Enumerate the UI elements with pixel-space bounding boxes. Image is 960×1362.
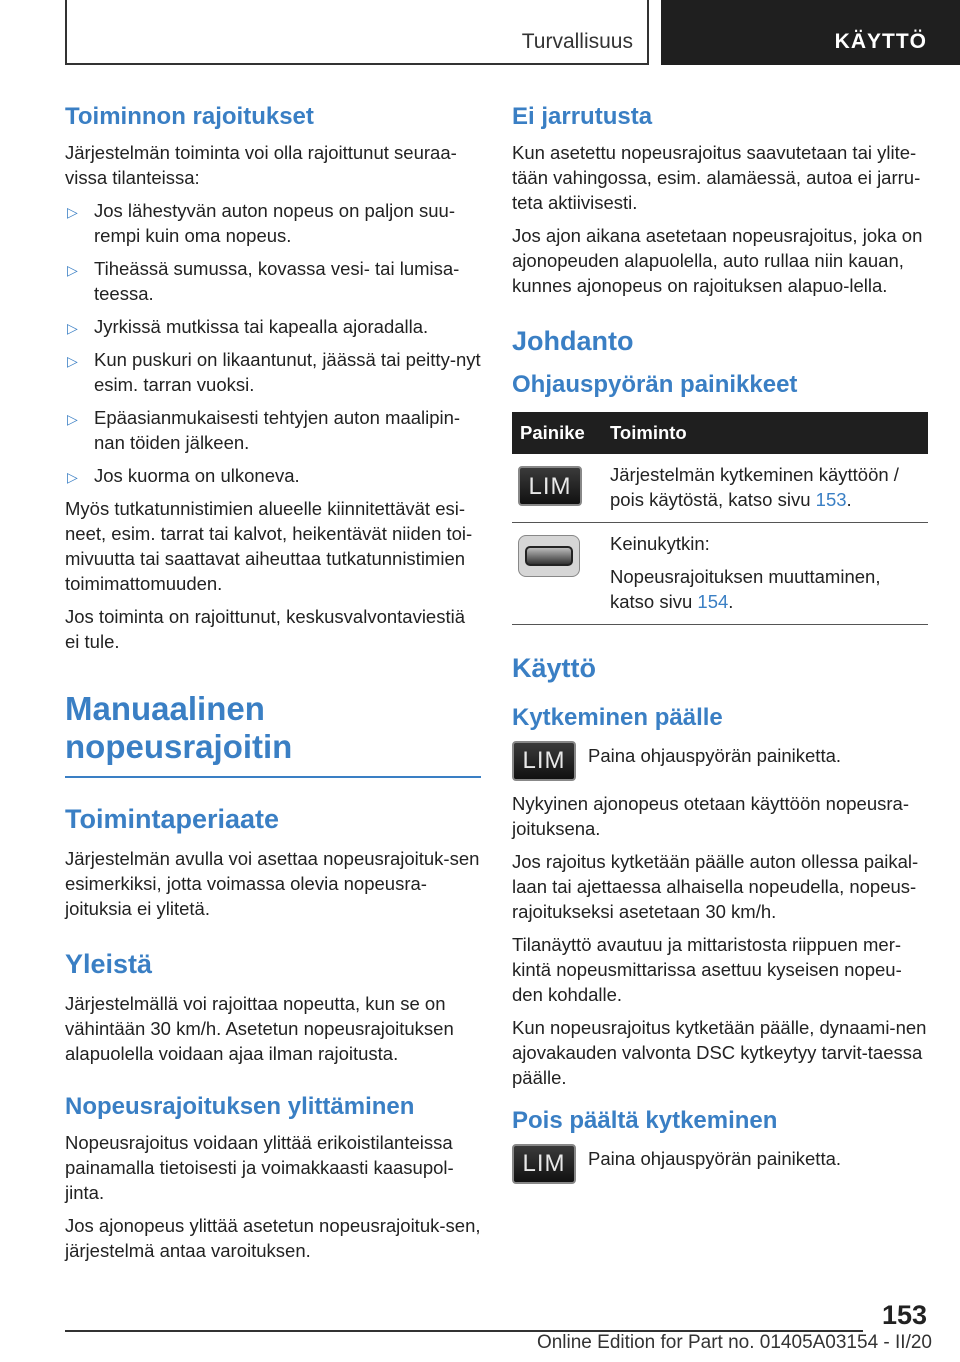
manual-limiter-heading-line-1: Manuaalinen <box>65 690 265 727</box>
lim-button-icon: LIM <box>512 741 576 781</box>
general-heading: Yleistä <box>65 949 153 979</box>
no-braking-text-2: Jos ajon aikana asetetaan nopeusrajoitus, joka on ajonopeuden alapuolella, auto rullaa niin kauan, kunnes ajonopeus on rajoituksen alapuo-lella. <box>512 225 923 296</box>
switch-on-text-3: Tilanäyttö avautuu ja mittaristosta riippuen mer-kintä nopeusmittarissa asettuu kyseisen nopeu-den kohdalle. <box>512 934 902 1005</box>
steering-buttons-heading: Ohjauspyörän painikkeet <box>512 371 798 398</box>
page-number: 153 <box>881 1300 927 1330</box>
switch-on-text-1: Nykyinen ajonopeus otetaan käyttöön nopeusra-joituksena. <box>512 793 909 839</box>
right-column <box>512 100 928 1194</box>
lim-button-icon: LIM <box>512 1144 576 1184</box>
lim-button-icon: LIM <box>518 466 582 506</box>
switch-off-heading: Pois päältä kytkeminen <box>512 1107 778 1134</box>
manual-limiter-heading-line-2: nopeusrajoitin <box>65 728 293 765</box>
page-link-153[interactable]: 153 <box>815 489 847 510</box>
switch-off-instruction: Paina ohjauspyörän painiketta. <box>588 1148 842 1169</box>
header-section-box <box>65 0 649 65</box>
triangle-bullet-icon: ▷ <box>67 469 78 485</box>
exceed-heading: Nopeusrajoituksen ylittäminen <box>65 1093 415 1120</box>
rocker-switch-icon <box>518 535 580 577</box>
header-section-title: Turvallisuus <box>521 30 633 53</box>
left-column <box>65 100 481 1271</box>
list-item: ▷ Tiheässä sumussa, kovassa vesi- tai lumisa-teessa. <box>67 258 460 304</box>
table-header-function: Toiminto <box>602 412 928 454</box>
steering-buttons-table <box>512 412 928 625</box>
triangle-bullet-icon: ▷ <box>67 411 78 427</box>
restrictions-paragraph-1: Myös tutkatunnistimien alueelle kiinnitettävät esi-neet, esim. tarrat tai kalvot, heikentävät niiden toi-mivuutta tai saattavat aiheuttaa tutkatunnistimien toimimattomuuden. <box>65 498 473 594</box>
list-item: ▷ Jos lähestyvän auton nopeus on paljon suu-rempi kuin oma nopeus. <box>67 200 456 246</box>
restrictions-intro: Järjestelmän toiminta voi olla rajoittunut seuraa-vissa tilanteissa: <box>65 142 457 188</box>
switch-on-heading: Kytkeminen päälle <box>512 704 723 731</box>
page-header <box>0 0 960 66</box>
no-braking-heading: Ei jarrutusta <box>512 103 653 130</box>
header-chapter-box <box>661 0 960 65</box>
header-chapter-title: KÄYTTÖ <box>834 30 927 53</box>
table-row-2-title: Keinukytkin: <box>610 533 710 554</box>
general-text: Järjestelmällä voi rajoittaa nopeutta, kun se on vähintään 30 km/h. Asetetun nopeusrajoituksen alapuolella voidaan ajaa ilman rajoitusta. <box>65 993 454 1064</box>
list-item: ▷ Epäasianmukaisesti tehtyjen auton maalipin-nan töiden jälkeen. <box>67 407 461 453</box>
list-item: ▷ Jyrkissä mutkissa tai kapealla ajoradalla. <box>65 314 481 339</box>
list-item: ▷ Kun puskuri on likaantunut, jäässä tai peitty-nyt esim. tarran vuoksi. <box>67 349 481 395</box>
principle-heading: Toimintaperiaate <box>65 804 280 834</box>
table-row-2-text: Nopeusrajoituksen muuttaminen, katso sivu <box>610 566 881 612</box>
switch-on-instruction: Paina ohjauspyörän painiketta. <box>588 745 842 766</box>
table-row: Keinukytkin: Nopeusrajoituksen muuttaminen, katso sivu 154. <box>512 523 928 625</box>
triangle-bullet-icon: ▷ <box>67 204 78 220</box>
exceed-text-2: Jos ajonopeus ylittää asetetun nopeusrajoituk-sen, järjestelmä antaa varoituksen. <box>65 1215 481 1261</box>
restrictions-heading: Toiminnon rajoitukset <box>65 103 314 130</box>
page-link-154[interactable]: 154 <box>697 591 729 612</box>
switch-on-text-4: Kun nopeusrajoitus kytketään päälle, dynaami-nen ajovakauden valvonta DSC kytkeytyy tarvit-taessa päälle. <box>512 1017 927 1088</box>
switch-off-instruction-row <box>512 1144 928 1184</box>
triangle-bullet-icon: ▷ <box>67 320 78 336</box>
usage-heading: Käyttö <box>512 653 597 683</box>
table-header-row <box>512 412 928 454</box>
triangle-bullet-icon: ▷ <box>67 262 78 278</box>
introduction-heading: Johdanto <box>512 326 634 356</box>
no-braking-text-1: Kun asetettu nopeusrajoitus saavutetaan tai ylite-tään vahingossa, esim. alamäessä, autoa ei jarru-teta aktiivisesti. <box>512 142 921 213</box>
restrictions-paragraph-2: Jos toiminta on rajoittunut, keskusvalvontaviestiä ei tule. <box>65 606 466 652</box>
manual-limiter-heading <box>65 690 481 778</box>
exceed-text-1: Nopeusrajoitus voidaan ylittää erikoistilanteissa painamalla tietoisesti ja voimakkaasti kaasupol-jinta. <box>65 1132 454 1203</box>
switch-on-instruction-row <box>512 741 928 781</box>
triangle-bullet-icon: ▷ <box>67 353 78 369</box>
table-row-1-text: Järjestelmän kytkeminen käyttöön / pois käytöstä, katso sivu <box>610 464 899 510</box>
principle-text: Järjestelmän avulla voi asettaa nopeusrajoituk-sen esimerkiksi, jotta voimassa olevia nopeusra-joituksia ei ylitetä. <box>65 848 480 919</box>
table-row: LIM Järjestelmän kytkeminen käyttöön / pois käytöstä, katso sivu 153. <box>512 454 928 523</box>
restrictions-list <box>65 198 481 488</box>
table-header-button: Painike <box>512 412 602 454</box>
list-item: ▷ Jos kuorma on ulkoneva. <box>65 463 481 488</box>
switch-on-text-2: Jos rajoitus kytketään päälle auton ollessa paikal-laan tai ajettaessa alhaisella nopeudella, nopeus-rajoitukseksi asetetaan 30 km/h. <box>512 851 919 922</box>
footer-edition: Online Edition for Part no. 01405A03154 - II/20 <box>536 1332 932 1353</box>
